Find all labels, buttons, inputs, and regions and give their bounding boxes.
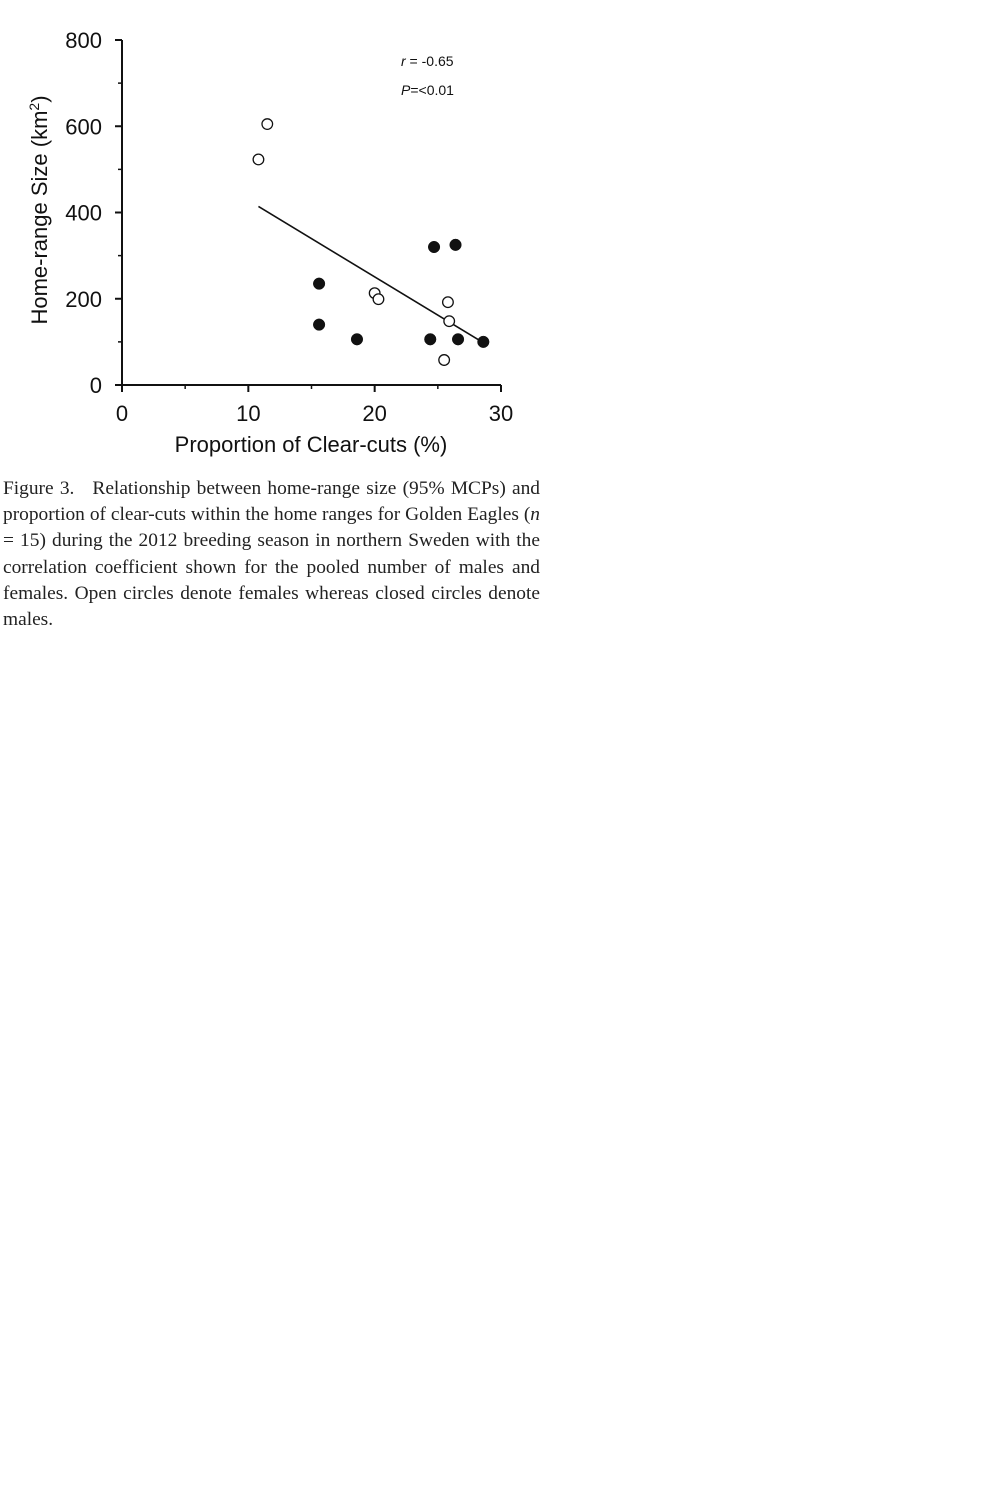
female-point — [262, 119, 273, 130]
y-axis — [65, 28, 122, 398]
caption-n-symbol: n — [530, 504, 540, 526]
male-point — [313, 278, 325, 290]
scatter-chart — [0, 0, 560, 470]
y-tick-label: 0 — [89, 373, 102, 398]
male-point — [452, 333, 464, 345]
figure-caption — [3, 476, 540, 633]
x-tick-label: 30 — [488, 401, 514, 426]
y-axis-title-close: ) — [27, 95, 52, 103]
x-tick-label: 10 — [236, 401, 261, 426]
p-value: =<0.01 — [410, 82, 454, 98]
female-point — [439, 355, 450, 366]
y-tick-label: 200 — [65, 286, 102, 312]
r-symbol: r — [401, 53, 406, 69]
caption-text-1: Relationship between home-range size (95% MCPs) and proportion of clear-cuts within the home ranges for Golden Eagles ( — [3, 478, 540, 526]
male-point — [424, 333, 436, 345]
data-points — [253, 119, 489, 365]
female-point — [253, 154, 264, 165]
correlation-annotation — [401, 53, 454, 69]
female-point — [373, 294, 384, 305]
caption-label: Figure 3. — [3, 478, 75, 499]
male-point — [351, 333, 363, 345]
male-point — [450, 239, 462, 251]
female-point — [444, 316, 455, 327]
male-point — [478, 336, 490, 348]
y-tick-label: 600 — [65, 114, 102, 140]
x-tick-label: 0 — [115, 401, 129, 426]
y-axis-title — [26, 95, 52, 324]
x-axis-title: Proportion of Clear-cuts (%) — [174, 432, 448, 457]
male-point — [428, 241, 440, 253]
y-tick-label: 400 — [65, 200, 102, 226]
caption-text-2: = 15) during the 2012 breeding season in northern Sweden with the correlation coefficient shown for the pooled number of males and females. Open circles denote females whereas closed circles denote males. — [3, 530, 540, 631]
female-point — [443, 297, 454, 308]
p-value-annotation — [401, 82, 454, 98]
x-tick-label: 20 — [362, 401, 387, 426]
r-value: = -0.65 — [405, 53, 454, 69]
p-symbol: P — [401, 82, 411, 98]
y-tick-label: 800 — [65, 28, 102, 53]
male-point — [313, 319, 325, 331]
y-axis-title-main: Home-range Size (km — [27, 110, 52, 325]
y-axis-title-superscript: 2 — [26, 102, 42, 111]
x-axis — [116, 385, 513, 426]
